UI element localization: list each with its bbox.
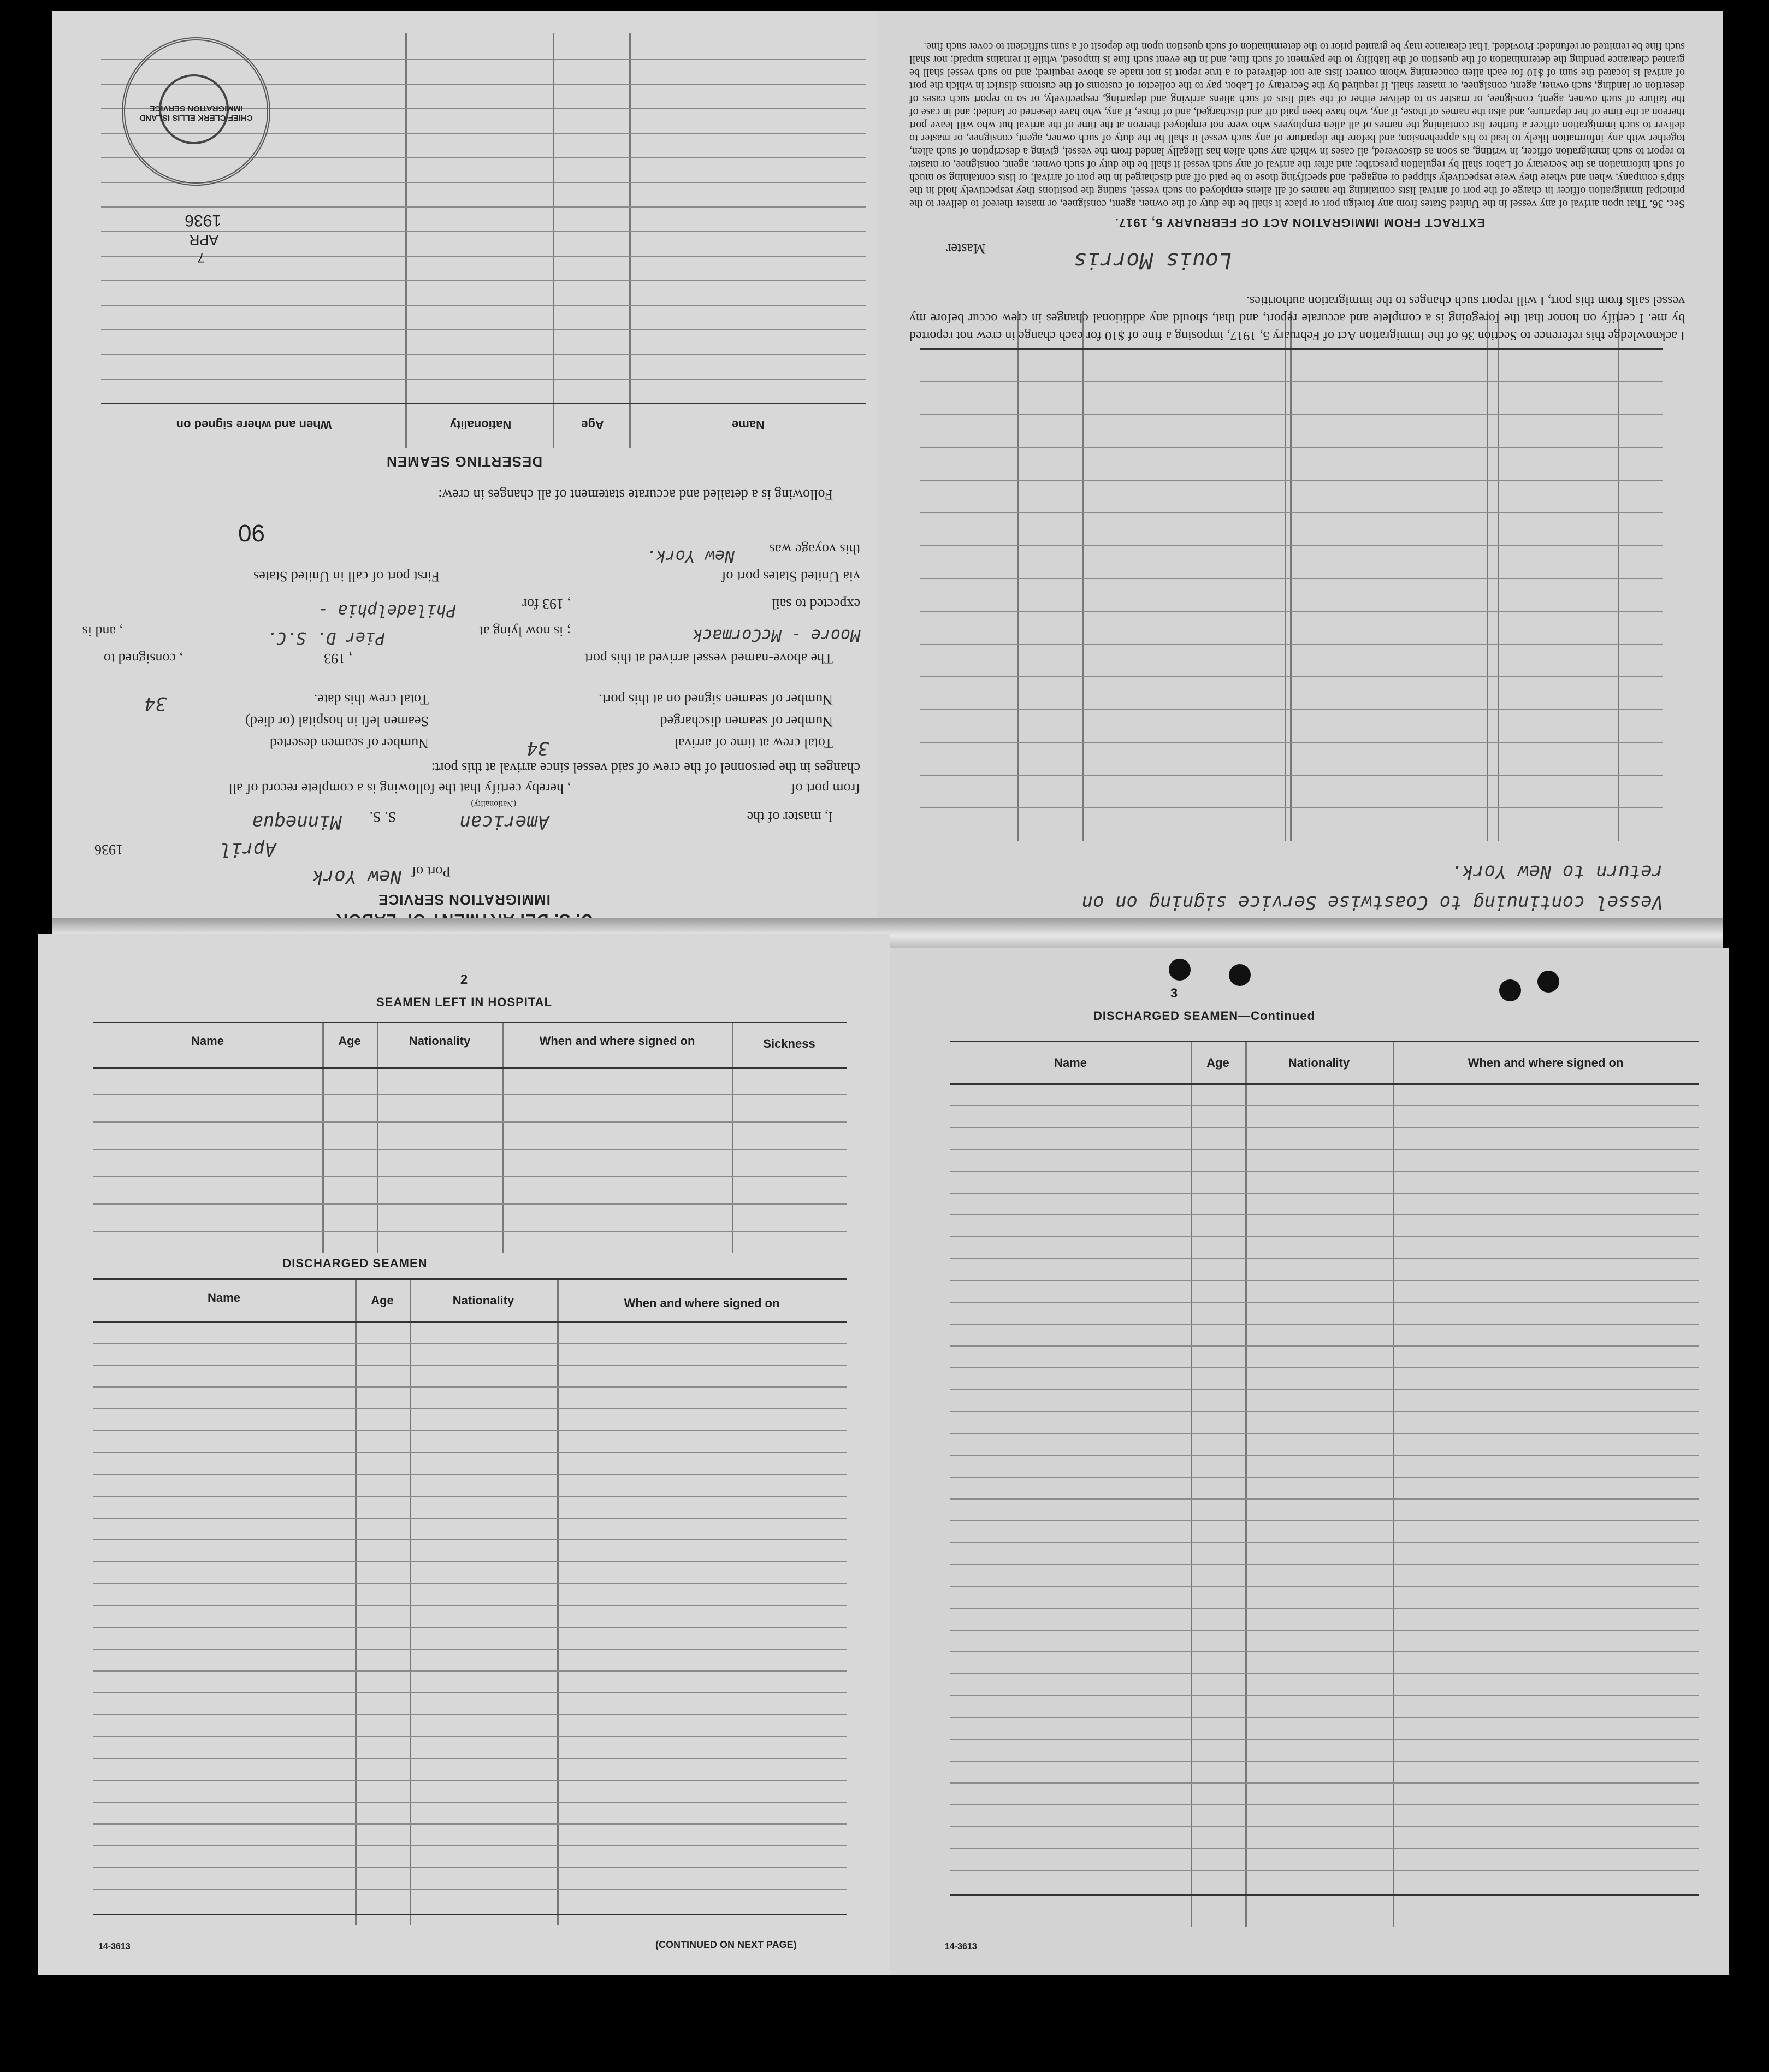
total-crew-value: 34 [526, 737, 549, 759]
discharged-label: Number of seamen discharged [660, 713, 833, 729]
voyage-value: New York. [646, 546, 735, 565]
continued-title: DISCHARGED SEAMEN—Continued [1093, 1009, 1315, 1023]
discharged-continued-table [950, 1041, 1699, 1927]
consigned-label: , consigned to [103, 651, 183, 666]
date-value: April [220, 839, 276, 860]
extract-title: EXTRACT FROM IMMIGRATION ACT OF FEBRUARY 5, 1917. [1114, 216, 1486, 229]
master-label: I, master of the [747, 809, 833, 825]
flipped-content [52, 11, 877, 940]
discharged-title: DISCHARGED SEAMEN [282, 1256, 428, 1270]
total-crew-label: Total crew at time of arrival [674, 735, 833, 751]
and-is: , and is [82, 623, 123, 639]
port-value: New York [312, 866, 401, 888]
form-page-4-upside-down [877, 11, 1723, 940]
stamp-year: 1936 [185, 211, 221, 229]
punch-hole [1229, 964, 1251, 986]
page-mark: 90 [238, 520, 265, 546]
acknowledge-text: I acknowledge this reference to Section 36 of the Immigration Act of February 5, 1917, imposing a fine of $10 for each change in crew not reported by me. I certify on honor that the foregoing is a complete and accurate report, and that, should any additional changes in crew occur before my vessel sails from this port, I will report such changes to the immigration authorities. [909, 293, 1685, 343]
deserting-col-nationality: Nationality [449, 418, 512, 432]
form-page-1-upside-down [52, 11, 877, 940]
form-page-2 [38, 934, 890, 1975]
hospital-col-name: Name [191, 1034, 224, 1048]
arrived-text: The above-named vessel arrived at this port [584, 651, 833, 666]
for-label: , 193 for [522, 596, 571, 612]
signed-on-label: Number of seamen signed on at this port. [599, 692, 833, 707]
total-today-value: 34 [144, 693, 167, 715]
changes-text: changes in the personnel of the crew of said vessel since arrival at this port: [431, 760, 860, 776]
continued-note: (CONTINUED ON NEXT PAGE) [655, 1939, 797, 1950]
deserting-title: DESERTING SEAMEN [386, 453, 543, 470]
continued-col-signed-on: When and where signed on [1468, 1056, 1624, 1070]
ss-label: S. S. [369, 809, 396, 825]
hospital-page-number: 2 [460, 972, 469, 987]
deserting-col-name: Name [732, 418, 765, 432]
first-port-label: First port of call in United States [253, 569, 440, 585]
lying-label: ; is now lying at [479, 623, 571, 639]
continued-table [920, 311, 1663, 841]
deserting-col-age: Age [581, 418, 604, 432]
continued-page-number: 3 [1170, 986, 1179, 1001]
voyage-label: this voyage was [769, 541, 860, 557]
flipped-content-right [877, 11, 1723, 940]
form-page-3 [890, 948, 1729, 1975]
discharged-col-name: Name [208, 1291, 240, 1304]
hospital-col-nationality: Nationality [409, 1034, 471, 1048]
hospital-table [93, 1022, 847, 1253]
master-caption: Master [946, 241, 986, 257]
from-port-label: from port of [790, 781, 860, 796]
master-signature: Louis Morris [1074, 248, 1232, 273]
stamp-month: APR [189, 232, 218, 249]
agency-subtitle: IMMIGRATION SERVICE [378, 892, 551, 908]
extract-text: Sec. 36. That upon arrival of any vessel in the United States from any foreign port or place it shall be the duty of the owner, agent, consignee, or master thereof to deliver to the principal immigration officer in charge of the port of arrival lists containing the names of all aliens employed on such vessel, stating the positions they respectively hold in the ship's company, when and where they were respectively shipped or engaged, and specifying those to be paid off and discharged in the port of arrival; or lists containing so much of such information as the Secretary of Labor shall by regulation prescribe; and after the arrival of any such vessel it shall be the duty of such owner, agent, consignee, or master to report to such immigration officer, in writing, as soon as discovered, all cases in which any such alien has illegally landed from the vessel, giving a description of such alien, together with any information likely to lead to his apprehension; and before the departure of any such vessel it shall be the duty of such owner, agent, consignee, or master to deliver to such immigration officer a further list containing the names of all alien employees who were not employed thereon at the time of the arrival but who will leave port thereon at the time of her departure, and also the names of those, if any, who have been paid off and discharged, and of those, if any, who have deserted or landed; and in case of the failure of such owner, agent, consignee, or master so to deliver either of the said lists of such aliens arriving and departing, respectively, or so to report such cases of desertion or landing, such owner, agent, consignee, or master shall, if required by the Secretary of Labor, pay to the collector of customs of the customs district in which the port of arrival is located the sum of $10 for each alien concerning whom correct lists are not delivered or a true report is not made as above required; and no such vessel shall be granted clearance pending the determination of the question of the liability to the payment of such fine, and in the event such fine is imposed, while it remains unpaid; nor shall such fine be remitted or refunded: Provided, That clearance may be granted prior to the determination of such question upon the deposit of a sum sufficient to cover such fine. [909, 40, 1685, 210]
stamp-day: 7 [197, 250, 205, 265]
expected-label: expected to sail [772, 596, 860, 612]
punch-hole [1169, 959, 1191, 981]
hospital-col-age: Age [338, 1034, 361, 1048]
continued-col-age: Age [1206, 1056, 1229, 1070]
continued-col-name: Name [1054, 1056, 1087, 1070]
form-number-right: 14-3613 [945, 1942, 977, 1951]
punch-hole [1499, 979, 1521, 1001]
form-number-left: 14-3613 [98, 1942, 131, 1951]
hospital-label: Seamen left in hospital (or died) [245, 713, 429, 729]
certify-text: , hereby certify that the following is a complete record of all [228, 781, 571, 796]
following-text: Following is a detailed and accurate statement of all changes in crew: [438, 487, 833, 503]
discharged-col-nationality: Nationality [452, 1294, 514, 1307]
punch-hole [1537, 971, 1559, 993]
port-label: Port of [411, 864, 451, 879]
handwritten-note: Vessel continuing to Coastwise Service signing on on return to New York. [1081, 861, 1663, 913]
nationality-value: American [459, 811, 549, 833]
ship-name: Minnequa [252, 811, 341, 833]
consignee-value: Moore - McCormack [692, 625, 860, 645]
nationality-caption: (Nationality) [471, 799, 516, 808]
discharged-col-signed-on: When and where signed on [624, 1296, 780, 1310]
arrived-year: , 193 [324, 651, 352, 666]
year-value: 1936 [94, 842, 123, 858]
discharged-table [93, 1278, 847, 1925]
hospital-col-sickness: Sickness [763, 1037, 815, 1050]
hospital-col-signed-on: When and where signed on [539, 1034, 695, 1048]
pier-value: Pier D. S.C. [267, 628, 385, 647]
deserted-label: Number of seamen deserted [270, 735, 429, 751]
continued-col-nationality: Nationality [1288, 1056, 1350, 1070]
ellis-island-stamp [122, 37, 270, 186]
hospital-title: SEAMEN LEFT IN HOSPITAL [376, 995, 553, 1009]
total-today-label: Total crew this date. [313, 692, 429, 707]
stamp-text: CHIEF CLERK ELLIS ISLAND IMMIGRATION SERVICE [139, 104, 253, 122]
destination-value: Philadelphia - [318, 601, 456, 620]
deserting-col-signed-on: When and where signed on [176, 418, 332, 432]
via-label: via United States port of [721, 569, 860, 585]
discharged-col-age: Age [371, 1294, 394, 1307]
